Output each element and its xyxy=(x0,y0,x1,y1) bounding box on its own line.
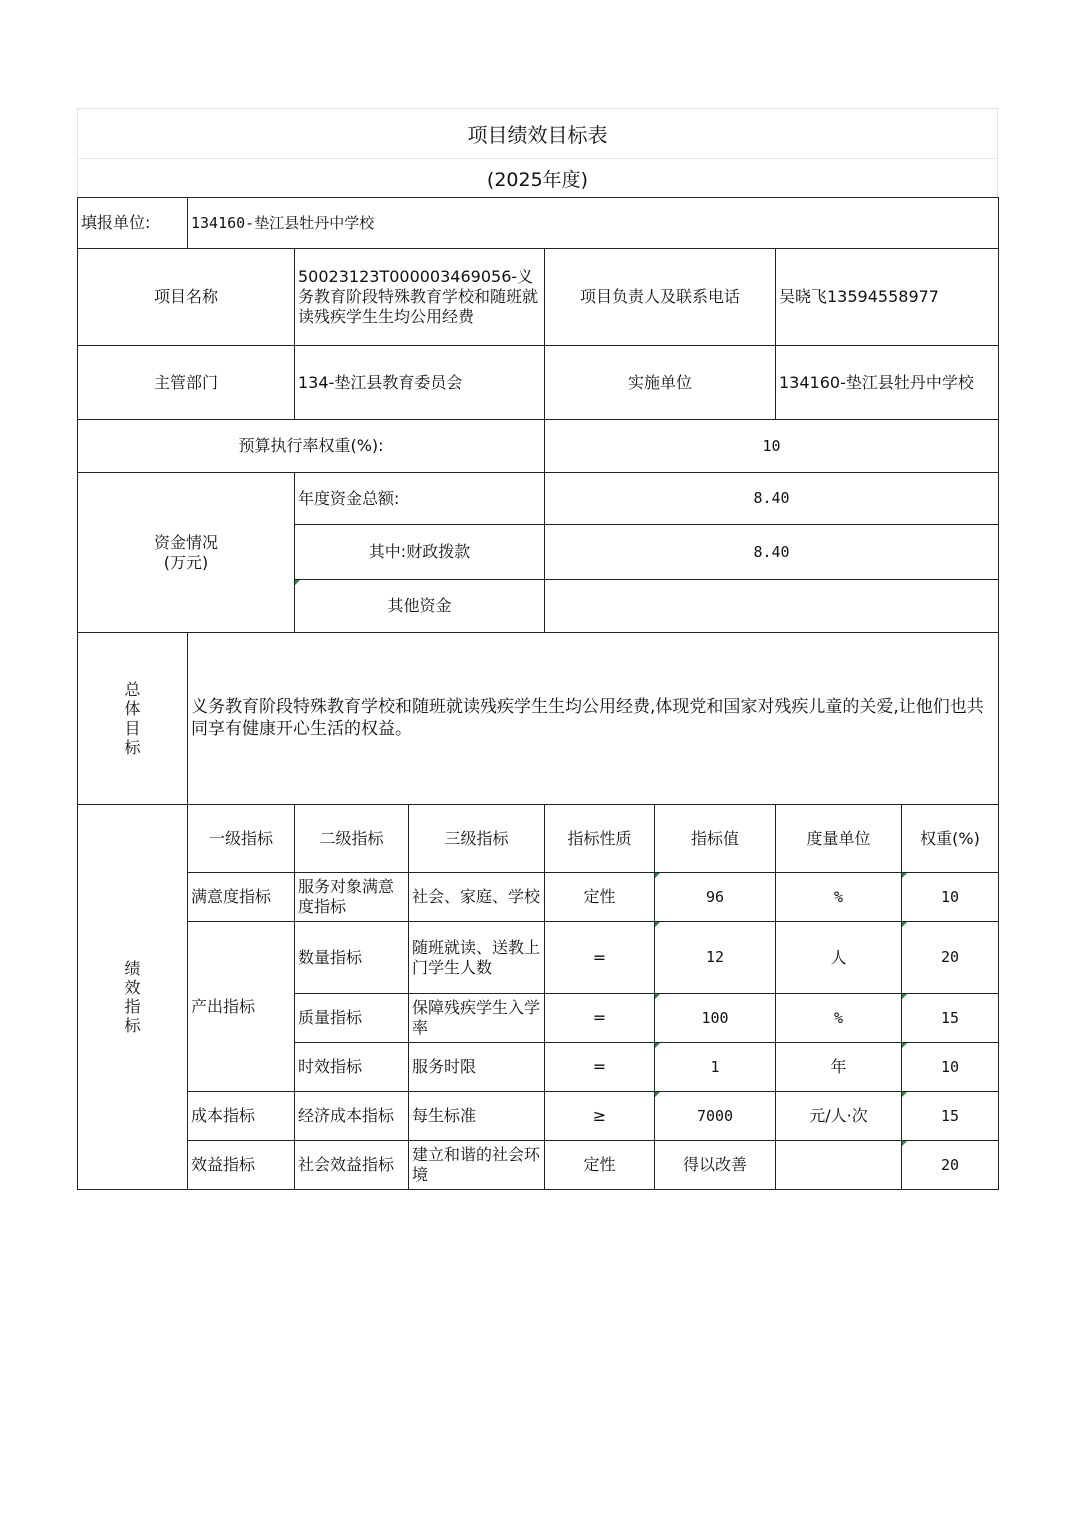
level2-cell: 经济成本指标 xyxy=(295,1092,409,1141)
project-contact-value: 吴晓飞13594558977 xyxy=(776,249,999,346)
funds-total-row xyxy=(78,473,999,525)
level2-cell: 社会效益指标 xyxy=(295,1141,409,1190)
nature-cell: = xyxy=(545,1043,655,1092)
performance-target-sheet xyxy=(77,108,998,1190)
level2-cell: 数量指标 xyxy=(295,922,409,994)
indicators-label xyxy=(78,805,188,1190)
nature-cell: ≥ xyxy=(545,1092,655,1141)
budget-rate-label: 预算执行率权重(%): xyxy=(78,420,545,473)
value-cell: 7000 xyxy=(655,1092,776,1141)
level2-cell: 服务对象满意度指标 xyxy=(295,873,409,922)
value-cell: 1 xyxy=(655,1043,776,1092)
unit-cell: 人 xyxy=(776,922,902,994)
table-row xyxy=(78,922,999,994)
goal-label-char: 标 xyxy=(124,737,141,757)
impl-unit-value: 134160-垫江县牡丹中学校 xyxy=(776,346,999,420)
performance-table xyxy=(77,197,999,1190)
budget-rate-value: 10 xyxy=(545,420,999,473)
level3-cell: 建立和谐的社会环境 xyxy=(409,1141,545,1190)
project-name-label: 项目名称 xyxy=(78,249,295,346)
dept-value: 134-垫江县教育委员会 xyxy=(295,346,545,420)
indicators-label-char: 指 xyxy=(124,997,141,1016)
funds-label-line2: (万元) xyxy=(163,552,209,572)
goal-label-char: 总 xyxy=(124,680,141,700)
level3-cell: 社会、家庭、学校 xyxy=(409,873,545,922)
dept-label: 主管部门 xyxy=(78,346,295,420)
value-cell: 12 xyxy=(655,922,776,994)
indicators-label-char: 绩 xyxy=(124,958,141,978)
nature-cell: = xyxy=(545,994,655,1043)
weight-cell: 10 xyxy=(902,873,999,922)
level1-cell: 满意度指标 xyxy=(188,873,295,922)
impl-unit-label: 实施单位 xyxy=(545,346,776,420)
funds-other-value xyxy=(545,580,999,633)
goal-label-char: 体 xyxy=(124,699,141,719)
level1-cell: 产出指标 xyxy=(188,922,295,1092)
funds-other-label: 其他资金 xyxy=(295,580,545,633)
value-cell: 得以改善 xyxy=(655,1141,776,1190)
nature-cell: 定性 xyxy=(545,873,655,922)
weight-cell: 15 xyxy=(902,1092,999,1141)
indicators-label-char: 标 xyxy=(124,1016,141,1036)
header-weight: 权重(%) xyxy=(902,805,999,873)
overall-goal-row xyxy=(78,633,999,805)
nature-cell: 定性 xyxy=(545,1141,655,1190)
header-unit: 度量单位 xyxy=(776,805,902,873)
level3-cell: 保障残疾学生入学率 xyxy=(409,994,545,1043)
level3-cell: 每生标准 xyxy=(409,1092,545,1141)
overall-goal-text: 义务教育阶段特殊教育学校和随班就读残疾学生生均公用经费,体现党和国家对残疾儿童的关爱,让他们也共同享有健康开心生活的权益。 xyxy=(188,633,999,805)
funds-fiscal-value: 8.40 xyxy=(545,525,999,580)
overall-goal-label xyxy=(78,633,188,805)
weight-cell: 15 xyxy=(902,994,999,1043)
goal-label-char: 目 xyxy=(124,718,141,738)
project-name-value: 50023123T000003469056-义务教育阶段特殊教育学校和随班就读残疾学生生均公用经费 xyxy=(295,249,545,346)
indicators-label-char: 效 xyxy=(124,977,141,997)
table-row xyxy=(78,1092,999,1141)
funds-label xyxy=(78,473,295,633)
weight-cell: 20 xyxy=(902,1141,999,1190)
level3-cell: 随班就读、送教上门学生人数 xyxy=(409,922,545,994)
unit-cell: 年 xyxy=(776,1043,902,1092)
header-value: 指标值 xyxy=(655,805,776,873)
dept-row xyxy=(78,346,999,420)
header-level3: 三级指标 xyxy=(409,805,545,873)
table-row xyxy=(78,1141,999,1190)
weight-cell: 10 xyxy=(902,1043,999,1092)
unit-value: 134160-垫江县牡丹中学校 xyxy=(188,198,999,249)
level2-cell: 质量指标 xyxy=(295,994,409,1043)
sheet-year: (2025年度) xyxy=(77,159,998,197)
value-cell: 96 xyxy=(655,873,776,922)
indicator-header-row xyxy=(78,805,999,873)
header-nature: 指标性质 xyxy=(545,805,655,873)
value-cell: 100 xyxy=(655,994,776,1043)
header-level1: 一级指标 xyxy=(188,805,295,873)
unit-cell: 元/人·次 xyxy=(776,1092,902,1141)
unit-cell xyxy=(776,1141,902,1190)
project-name-row xyxy=(78,249,999,346)
nature-cell: = xyxy=(545,922,655,994)
budget-rate-row xyxy=(78,420,999,473)
weight-cell: 20 xyxy=(902,922,999,994)
funds-fiscal-label: 其中:财政拨款 xyxy=(295,525,545,580)
unit-row xyxy=(78,198,999,249)
level1-cell: 效益指标 xyxy=(188,1141,295,1190)
unit-cell: % xyxy=(776,873,902,922)
table-row xyxy=(78,873,999,922)
header-level2: 二级指标 xyxy=(295,805,409,873)
level2-cell: 时效指标 xyxy=(295,1043,409,1092)
funds-total-value: 8.40 xyxy=(545,473,999,525)
funds-total-label: 年度资金总额: xyxy=(295,473,545,525)
level1-cell: 成本指标 xyxy=(188,1092,295,1141)
unit-cell: % xyxy=(776,994,902,1043)
sheet-title: 项目绩效目标表 xyxy=(77,108,998,159)
level3-cell: 服务时限 xyxy=(409,1043,545,1092)
unit-label: 填报单位: xyxy=(78,198,188,249)
project-contact-label: 项目负责人及联系电话 xyxy=(545,249,776,346)
funds-label-line1: 资金情况 xyxy=(153,532,218,552)
